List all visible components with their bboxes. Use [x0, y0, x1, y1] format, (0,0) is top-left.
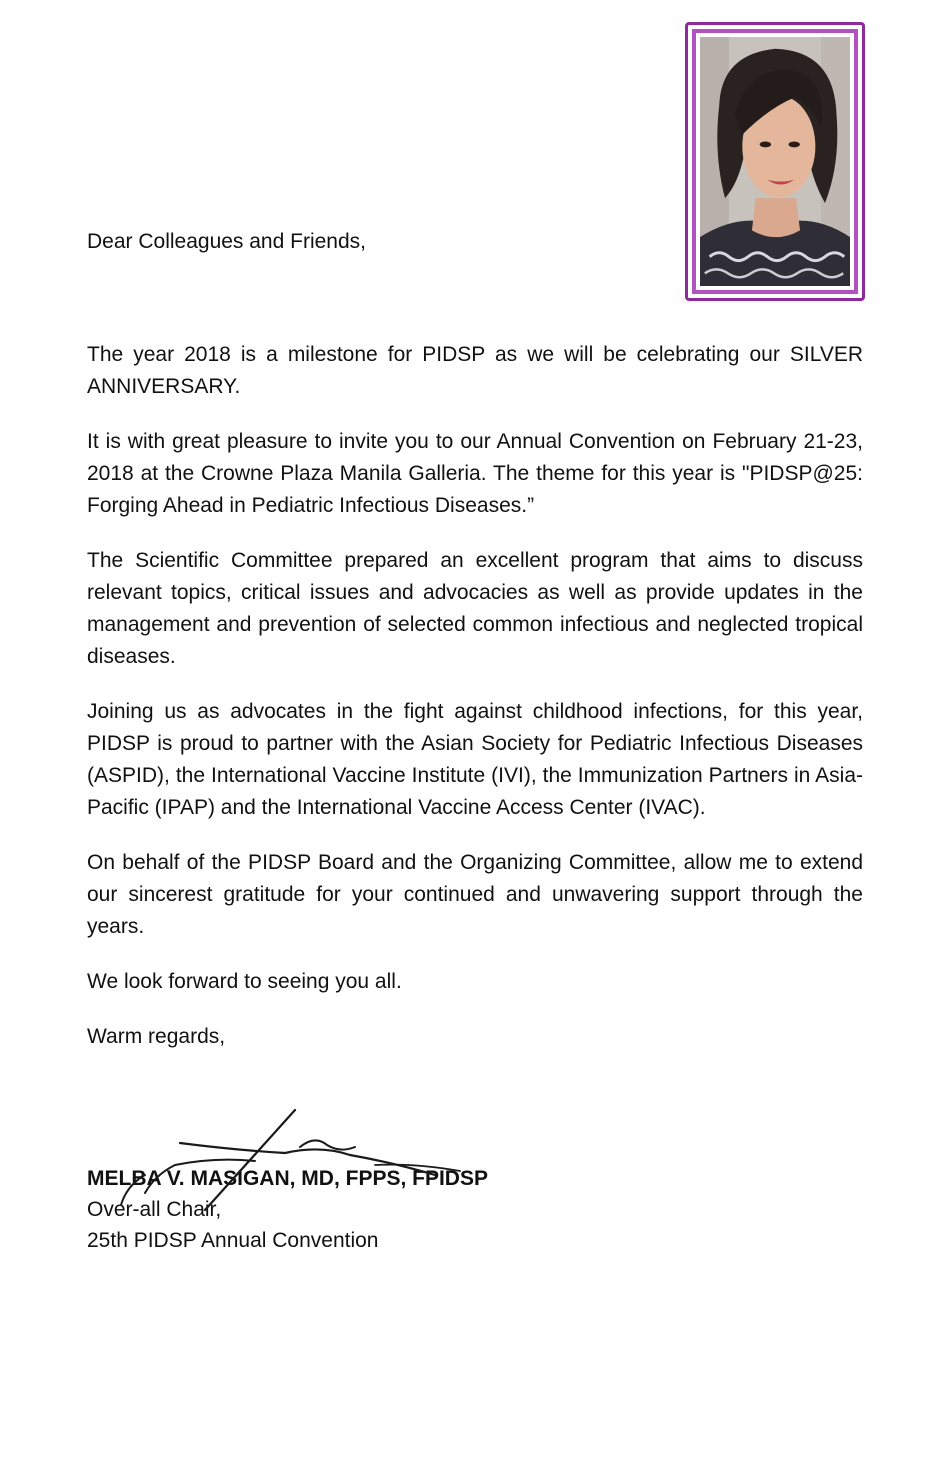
signatory-title: Over-all Chair,	[87, 1198, 222, 1221]
body-paragraph: Joining us as advocates in the fight against childhood infections, for this year, PIDSP is proud to partner with the Asian Society for Pediatric Infectious Diseases (ASPID), the International Vaccine Institute (IVI), the Immunization Partners in Asia-Pacific (IPAP) and the International Vaccine Access Center (IVAC).	[87, 700, 863, 819]
portrait-photo-frame	[685, 22, 865, 301]
signature-block	[87, 1163, 488, 1256]
signatory-name: MELBA V. MASIGAN, MD, FPPS, FPIDSP	[87, 1167, 488, 1190]
portrait-photo	[700, 37, 850, 286]
body-paragraph: The Scientific Committee prepared an excellent program that aims to discuss relevant topics, critical issues and advocacies as well as provide updates in the management and prevention of selected common infectious and neglected tropical diseases.	[87, 549, 863, 668]
letter-body	[87, 339, 863, 1076]
body-paragraph: We look forward to seeing you all.	[87, 970, 402, 993]
body-paragraph: On behalf of the PIDSP Board and the Organizing Committee, allow me to extend our sincerest gratitude for your continued and unwavering support through the years.	[87, 851, 863, 938]
body-paragraph: It is with great pleasure to invite you to our Annual Convention on February 21-23, 2018 at the Crowne Plaza Manila Galleria. The theme for this year is "PIDSP@25: Forging Ahead in Pediatric Infectious Diseases.”	[87, 430, 863, 517]
body-paragraph: The year 2018 is a milestone for PIDSP as we will be celebrating our SILVER ANNIVERSARY.	[87, 343, 863, 398]
letter-greeting: Dear Colleagues and Friends,	[87, 230, 366, 253]
letter-closing: Warm regards,	[87, 1025, 226, 1048]
signatory-event: 25th PIDSP Annual Convention	[87, 1229, 379, 1252]
